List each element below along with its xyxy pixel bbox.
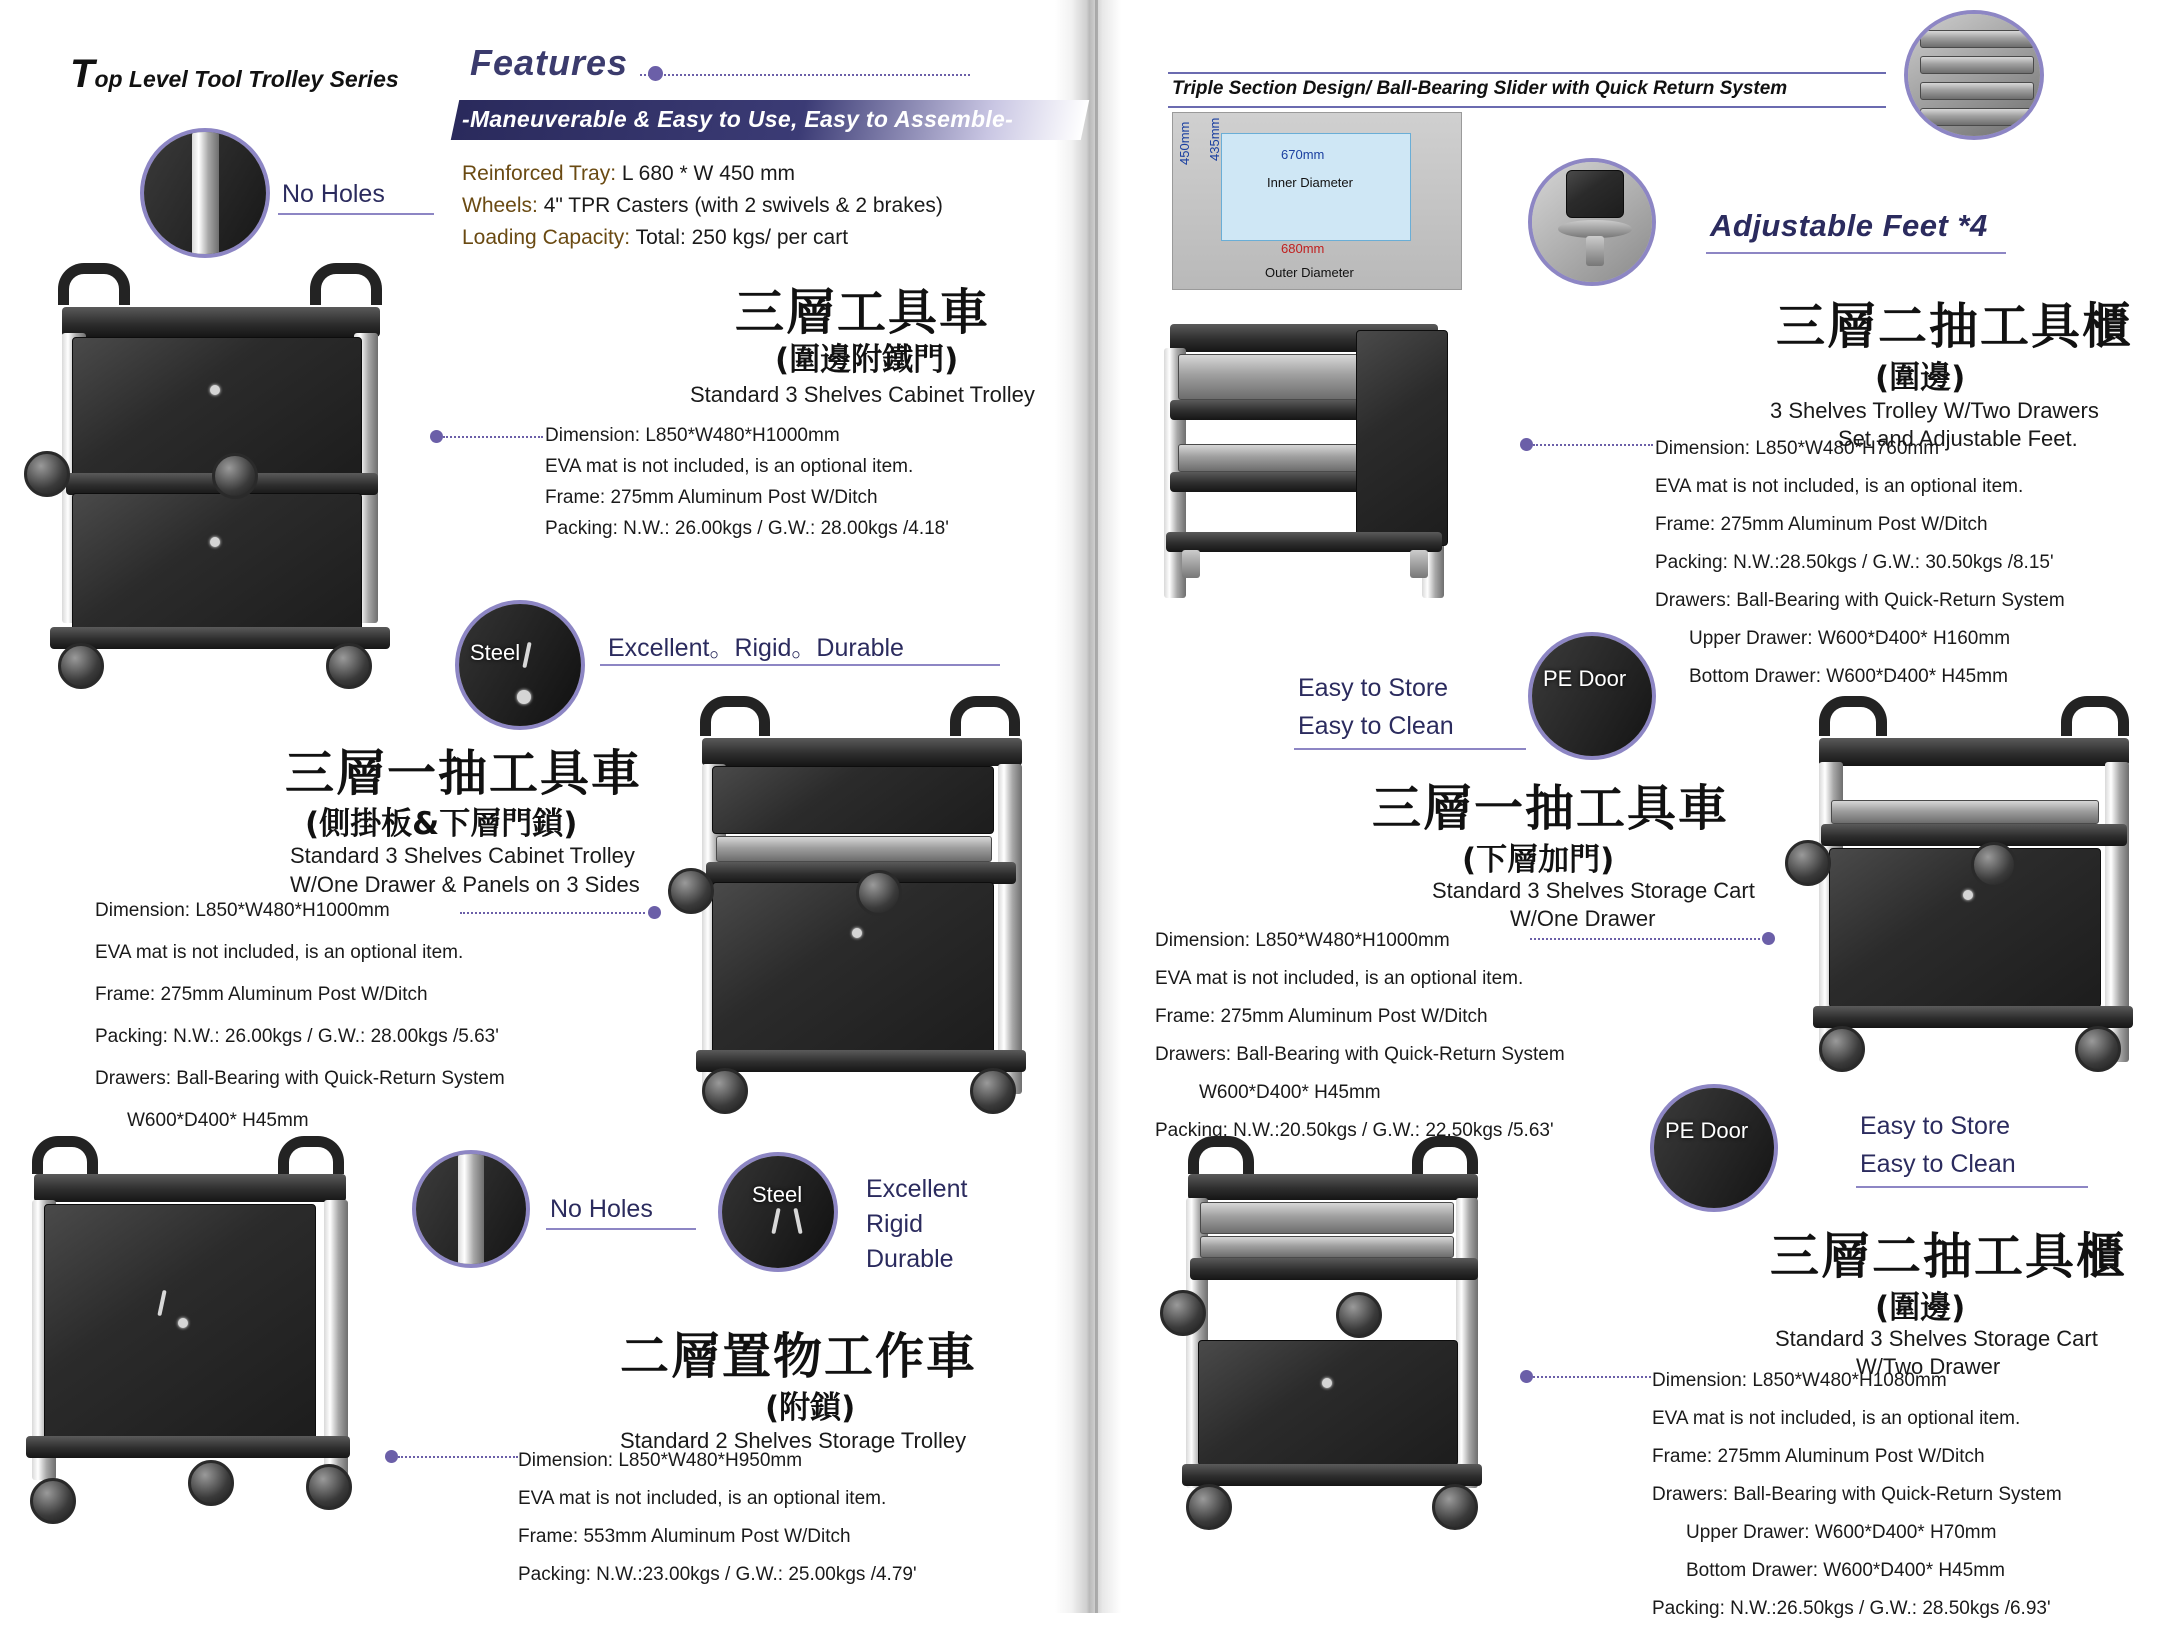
p4-cn-sub: (圍邊)	[1875, 360, 1966, 396]
spec-line: Drawers: Ball-Bearing with Quick-Return System	[1155, 1044, 1565, 1065]
p2-en-name-1: Standard 3 Shelves Cabinet Trolley	[290, 843, 635, 868]
bottom-shelf	[1813, 1006, 2133, 1028]
p4-leader-dot	[1520, 438, 1533, 451]
adjustable-feet-label: Adjustable Feet *4	[1710, 208, 1988, 243]
pe-door-photo-2	[1654, 1088, 1774, 1208]
spec-line: Packing: N.W.: 26.00kgs / G.W.: 28.00kgs /4.18'	[545, 518, 949, 539]
caster-rear-left	[702, 1068, 748, 1114]
product-image-p2	[660, 690, 1080, 1160]
spec-line: Frame: 275mm Aluminum Post W/Ditch	[95, 984, 428, 1005]
lower-cabinet-door	[712, 882, 994, 1054]
spec-line: Dimension: L850*W480*H1080mm	[1652, 1370, 1947, 1391]
mid-shelf	[1821, 824, 2127, 846]
mid-shelf	[1190, 1258, 1478, 1280]
p6-specs	[1652, 1362, 2062, 1628]
caster-rear-left	[1819, 1026, 1865, 1072]
lower-cabinet-door	[1829, 848, 2101, 1008]
p2-leader	[460, 912, 645, 914]
p2-specs	[95, 890, 505, 1142]
spec-line: Frame: 275mm Aluminum Post W/Ditch	[545, 487, 878, 508]
p5-en-name-1: Standard 3 Shelves Storage Cart	[1432, 878, 1755, 903]
cart-handle-right	[1412, 1136, 1478, 1174]
pe-door-label-2: PE Door	[1665, 1118, 1749, 1143]
spec-line: Upper Drawer: W600*D400* H160mm	[1689, 628, 2011, 649]
adjustable-foot-right	[1410, 550, 1428, 578]
easy-underline-1	[1294, 748, 1526, 750]
p3-leader	[398, 1456, 518, 1458]
pe-door-photo-1	[1532, 636, 1652, 756]
features-spec-list	[462, 158, 943, 254]
foot-screw	[1586, 236, 1604, 266]
no-holes-label-1: No Holes	[282, 180, 385, 208]
cart-handle-left	[58, 263, 130, 305]
steel-label-2: Steel	[752, 1182, 803, 1207]
lower-cabinet-door	[1198, 1340, 1458, 1466]
diagram-outer-label: Outer Diameter	[1265, 265, 1354, 280]
spec-line: EVA mat is not included, is an optional item.	[1655, 476, 2024, 497]
lock-icon	[1322, 1378, 1332, 1388]
bottom-shelf	[1182, 1464, 1482, 1486]
steel-circle-2	[718, 1152, 838, 1272]
pe-door-circle-2	[1650, 1084, 1778, 1212]
caster-front-left	[24, 451, 70, 497]
p4-en-name-1: 3 Shelves Trolley W/Two Drawers	[1770, 398, 2099, 423]
p1-specs	[545, 420, 949, 544]
spec-line: Frame: 553mm Aluminum Post W/Ditch	[518, 1526, 851, 1547]
lock-icon	[178, 1318, 188, 1328]
spec-line: Packing: N.W.:23.00kgs / G.W.: 25.00kgs /4.79'	[518, 1564, 917, 1585]
aluminum-post-detail	[192, 132, 219, 258]
drawer-upper	[1831, 800, 2099, 824]
drawer-photo	[1908, 14, 2040, 136]
caster-front-left	[1785, 840, 1831, 886]
cart-handle-left	[1819, 696, 1887, 736]
spec-line: Dimension: L850*W480*H1000mm	[1155, 930, 1450, 951]
no-holes-circle-1	[140, 128, 270, 258]
p6-en-name-1: Standard 3 Shelves Storage Cart	[1775, 1326, 2098, 1351]
caster-rear-left	[58, 643, 104, 689]
aluminum-post-detail-2	[458, 1154, 484, 1268]
spec-line: Frame: 275mm Aluminum Post W/Ditch	[1155, 1006, 1488, 1027]
caster-rear-left	[1186, 1484, 1232, 1530]
no-holes-underline-2	[546, 1228, 696, 1230]
p4-en-name-2: Set and Adjustable Feet.	[1838, 426, 2078, 451]
drawer-upper	[716, 836, 992, 862]
adjustable-feet-underline	[1706, 252, 2006, 254]
steel-label-1: Steel	[470, 640, 521, 665]
caster-rear-right	[1432, 1484, 1478, 1530]
cart-handle-right	[2061, 696, 2129, 736]
easy-clean-label-1: Easy to Clean	[1298, 712, 1454, 740]
caster-front-right	[856, 870, 902, 916]
p6-leader	[1533, 1376, 1651, 1378]
easy-store-label-2: Easy to Store	[1860, 1112, 2011, 1140]
adjustable-feet-photo	[1532, 162, 1652, 282]
p3-cn-title: 二層置物工作車	[620, 1328, 978, 1385]
lock-icon-lower	[210, 537, 220, 547]
cart-handle-right	[278, 1136, 344, 1174]
diagram-outer-height: 450mm	[1177, 121, 1192, 165]
caster-front-right	[1971, 842, 2017, 888]
post-right	[1456, 1198, 1478, 1488]
spec-line: Bottom Drawer: W600*D400* H45mm	[1689, 666, 2008, 687]
caster-rear-right	[970, 1068, 1016, 1114]
no-holes-photo-2	[416, 1154, 526, 1264]
p3-en-name: Standard 2 Shelves Storage Trolley	[620, 1428, 967, 1453]
pe-door-circle-1	[1528, 632, 1656, 760]
drawer-slice	[1920, 56, 2034, 74]
caster-rear-right	[2075, 1026, 2121, 1072]
top-shelf	[1188, 1174, 1478, 1200]
cart-handle-right	[310, 263, 382, 305]
no-holes-circle-2	[412, 1150, 530, 1268]
p1-leader-dot	[430, 430, 443, 443]
cart-handle-left	[32, 1136, 98, 1174]
steel-photo-2	[722, 1156, 834, 1268]
product-image-p5	[1785, 690, 2157, 1140]
key-icon-4	[793, 1208, 802, 1234]
spec-line: EVA mat is not included, is an optional item.	[518, 1488, 887, 1509]
caster-front-right	[212, 453, 258, 499]
spec-line: Drawers: Ball-Bearing with Quick-Return System	[1655, 590, 2065, 611]
foot-body	[1566, 170, 1624, 218]
product-image-p3	[10, 1130, 410, 1550]
spec-line: Packing: N.W.:20.50kgs / G.W.: 22.50kgs /5.63'	[1155, 1120, 1554, 1141]
caster-front-right	[1336, 1292, 1382, 1338]
lock-icon	[1963, 890, 1973, 900]
p1-en-name: Standard 3 Shelves Cabinet Trolley	[690, 382, 1035, 407]
spec-line: Frame: 275mm Aluminum Post W/Ditch	[1652, 1446, 1985, 1467]
bottom-shelf	[1166, 532, 1442, 552]
spec-line: Dimension: L850*W480*H1000mm	[545, 425, 840, 446]
p2-en-name-2: W/One Drawer & Panels on 3 Sides	[290, 872, 640, 897]
p4-leader	[1533, 444, 1653, 446]
p1-cn-title: 三層工具車	[735, 284, 991, 341]
top-shelf	[62, 307, 380, 337]
easy-clean-label-2: Easy to Clean	[1860, 1150, 2016, 1178]
p5-cn-title: 三層一抽工具車	[1372, 780, 1730, 837]
caster-rear-left	[30, 1478, 76, 1524]
easy-store-label-1: Easy to Store	[1298, 674, 1449, 702]
post-right	[998, 764, 1022, 1094]
diagram-inner-width: 670mm	[1281, 147, 1325, 162]
diagram-inner-height: 435mm	[1207, 117, 1222, 161]
right-banner-rule-bottom	[1168, 106, 1886, 108]
p5-specs	[1155, 922, 1565, 1150]
easy-underline-2	[1856, 1186, 2088, 1188]
feature-line: Loading Capacity: Total: 250 kgs/ per cart	[462, 226, 849, 249]
diagram-inner-label: Inner Diameter	[1267, 175, 1353, 190]
no-holes-underline-1	[278, 213, 434, 215]
no-holes-photo-1	[144, 132, 266, 254]
lock-icon	[852, 928, 862, 938]
p6-cn-title: 三層二抽工具櫃	[1770, 1228, 2128, 1285]
drawer-slice	[1920, 30, 2034, 48]
product-image-p1	[10, 255, 430, 685]
brand-rest: op Level Tool Trolley Series	[94, 66, 399, 92]
adjustable-foot-left	[1182, 550, 1200, 578]
drawer-slice	[1920, 82, 2034, 100]
cart-handle-left	[1188, 1136, 1254, 1174]
lower-cabinet-door	[72, 493, 362, 633]
spec-line: Packing: N.W.:26.50kgs / G.W.: 28.50kgs /6.93'	[1652, 1598, 2051, 1619]
features-banner-label: -Maneuverable & Easy to Use, Easy to Assemble-	[462, 106, 1014, 132]
p3-cn-sub: (附鎖)	[765, 1390, 856, 1426]
features-leader	[640, 74, 970, 77]
top-shelf	[34, 1174, 346, 1202]
spec-line: EVA mat is not included, is an optional item.	[1652, 1408, 2021, 1429]
spec-line: Dimension: L850*W480*H950mm	[518, 1450, 803, 1471]
p5-en-name-2: W/One Drawer	[1510, 906, 1656, 931]
excellent-rigid-durable-label: Excellent。Rigid。Durable	[608, 634, 904, 662]
drawer-upper	[1200, 1202, 1454, 1234]
p1-cn-sub: (圍邊附鐵門)	[775, 342, 959, 378]
bottom-shelf	[26, 1436, 350, 1458]
spec-line: Drawers: Ball-Bearing with Quick-Return System	[1652, 1484, 2062, 1505]
p6-en-name-2: W/Two Drawer	[1856, 1354, 2001, 1379]
product-image-p4	[1160, 318, 1460, 648]
spec-line: Packing: N.W.:28.50kgs / G.W.: 30.50kgs /8.15'	[1655, 552, 2054, 573]
right-banner-label: Triple Section Design/ Ball-Bearing Slider with Quick Return System	[1172, 78, 1788, 99]
drawer-bottom	[1200, 1236, 1454, 1258]
p5-leader	[1530, 938, 1760, 940]
p4-cn-title: 三層二抽工具櫃	[1776, 298, 2134, 355]
p2-cn-title: 三層一抽工具車	[285, 745, 643, 802]
drawer-slice	[1920, 108, 2034, 126]
p5-cn-sub: (下層加門)	[1462, 842, 1615, 878]
lock-icon-steel-1	[517, 690, 531, 704]
adjustable-feet-circle	[1528, 158, 1656, 286]
p1-leader	[443, 436, 543, 438]
no-holes-label-2: No Holes	[550, 1195, 653, 1223]
spec-line: W600*D400* H45mm	[1199, 1082, 1381, 1103]
top-shelf	[1819, 738, 2129, 766]
side-panel	[1356, 330, 1448, 546]
cart-handle-right	[950, 696, 1020, 736]
spec-line: EVA mat is not included, is an optional item.	[545, 456, 914, 477]
caster-rear-right	[306, 1464, 352, 1510]
erd-underline	[600, 664, 1000, 666]
product-image-p6	[1160, 1130, 1540, 1560]
upper-cabinet-door	[72, 337, 362, 477]
caster-front-left	[668, 868, 714, 914]
lock-icon-upper	[210, 385, 220, 395]
page-fold-line	[1095, 0, 1098, 1613]
p6-cn-sub: (圍邊)	[1875, 1290, 1966, 1326]
bottom-shelf	[696, 1050, 1026, 1072]
diagram-outer-width: 680mm	[1281, 241, 1325, 256]
feature-line: Reinforced Tray: L 680 * W 450 mm	[462, 162, 796, 185]
spec-line: W600*D400* H45mm	[127, 1110, 309, 1131]
spec-line: Dimension: L850*W480*H1000mm	[95, 900, 390, 921]
features-heading: Features	[470, 42, 629, 83]
durable-label: Durable	[866, 1245, 954, 1273]
p6-leader-dot	[1520, 1370, 1533, 1383]
spec-line: EVA mat is not included, is an optional item.	[95, 942, 464, 963]
top-shelf	[702, 738, 1022, 766]
caster-front-left	[1160, 1290, 1206, 1336]
p3-leader-dot	[385, 1450, 398, 1463]
p5-leader-dot	[1762, 932, 1775, 945]
feature-line: Wheels: 4" TPR Casters (with 2 swivels & 2 brakes)	[462, 194, 943, 217]
excellent-label: Excellent	[866, 1175, 968, 1203]
p2-cn-sub: (側掛板&下層門鎖)	[305, 806, 578, 842]
drawer-photo-circle	[1904, 10, 2044, 140]
brand-initial: T	[70, 52, 95, 96]
caster-rear-right	[326, 643, 372, 689]
spec-line: Drawers: Ball-Bearing with Quick-Return System	[95, 1068, 505, 1089]
spec-line: Frame: 275mm Aluminum Post W/Ditch	[1655, 514, 1988, 535]
right-banner-rule-top	[1168, 72, 1886, 74]
key-icon-1	[522, 642, 531, 668]
p4-specs	[1655, 430, 2065, 696]
side-panel	[712, 766, 994, 834]
spec-line: Packing: N.W.: 26.00kgs / G.W.: 28.00kgs /5.63'	[95, 1026, 499, 1047]
p3-specs	[518, 1442, 917, 1594]
rigid-label: Rigid	[866, 1210, 923, 1238]
pe-door-label-1: PE Door	[1543, 666, 1627, 691]
spec-line: Bottom Drawer: W600*D400* H45mm	[1686, 1560, 2005, 1581]
key-icon-3	[771, 1208, 780, 1234]
cart-handle-left	[700, 696, 770, 736]
spec-line: Dimension: L850*W480*H760mm	[1655, 438, 1940, 459]
spec-line: Upper Drawer: W600*D400* H70mm	[1686, 1522, 1997, 1543]
brand-title	[70, 52, 399, 97]
spec-line: EVA mat is not included, is an optional item.	[1155, 968, 1524, 989]
caster-front-right	[188, 1460, 234, 1506]
dimension-diagram	[1172, 112, 1462, 290]
